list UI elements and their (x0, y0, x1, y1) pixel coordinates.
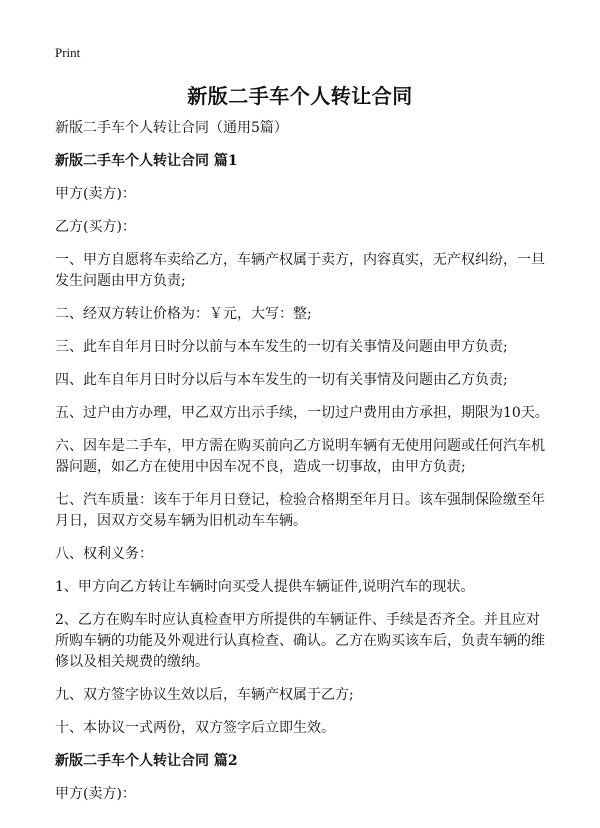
print-link[interactable]: Print (55, 45, 81, 60)
clause-8-1: 1、甲方向乙方转让车辆时向买受人提供车辆证件,说明汽车的现状。 (55, 579, 475, 595)
clause-7: 七、汽车质量：该车于年月日登记，检验合格期至年月日。该车强制保险缴至年月日，因双方交易车辆为旧机动车车辆。 (55, 492, 545, 529)
party-a-line: 甲方(卖方)： (55, 186, 136, 202)
clause-10: 十、本协议一式两份，双方签字后立即生效。 (55, 720, 335, 736)
document-body (55, 118, 550, 817)
clause-1: 一、甲方自愿将车卖给乙方，车辆产权属于卖方，内容真实，无产权纠纷，一旦发生问题由甲方负责; (55, 252, 545, 289)
clause-9: 九、双方签字协议生效以后，车辆产权属于乙方; (55, 687, 354, 703)
clause-8: 八、权利义务： (55, 546, 153, 562)
clause-4: 四、此车自年月日时分以后与本车发生的一切有关事情及问题由乙方负责; (55, 372, 508, 388)
clause-2: 二、经双方转让价格为：￥元，大写：整; (55, 306, 312, 322)
party-b-line: 乙方(买方)： (55, 219, 136, 235)
clause-8-2: 2、乙方在购车时应认真检查甲方所提供的车辆证件、手续是否齐全。并且应对所购车辆的功能及外观进行认真检查、确认。乙方在购买该车后，负责车辆的维修以及相关规费的缴纳。 (55, 612, 545, 670)
clause-5: 五、过户由方办理，甲乙双方出示手续，一切过户费用由方承担，期限为10天。 (55, 405, 549, 421)
section2-party-a-line: 甲方(卖方)： (55, 786, 136, 802)
section-heading-2: 新版二手车个人转让合同 篇2 (55, 753, 238, 769)
section-heading-1: 新版二手车个人转让合同 篇1 (55, 153, 238, 169)
document-subtitle: 新版二手车个人转让合同（通用5篇） (55, 120, 288, 136)
clause-6: 六、因车是二手车，甲方需在购买前向乙方说明车辆有无使用问题或任何汽车机器问题，如乙方在使用中因车况不良，造成一切事故，由甲方负责; (55, 438, 545, 475)
document-title: 新版二手车个人转让合同 (187, 84, 413, 108)
clause-3: 三、此车自年月日时分以前与本车发生的一切有关事情及问题由甲方负责; (55, 339, 508, 355)
